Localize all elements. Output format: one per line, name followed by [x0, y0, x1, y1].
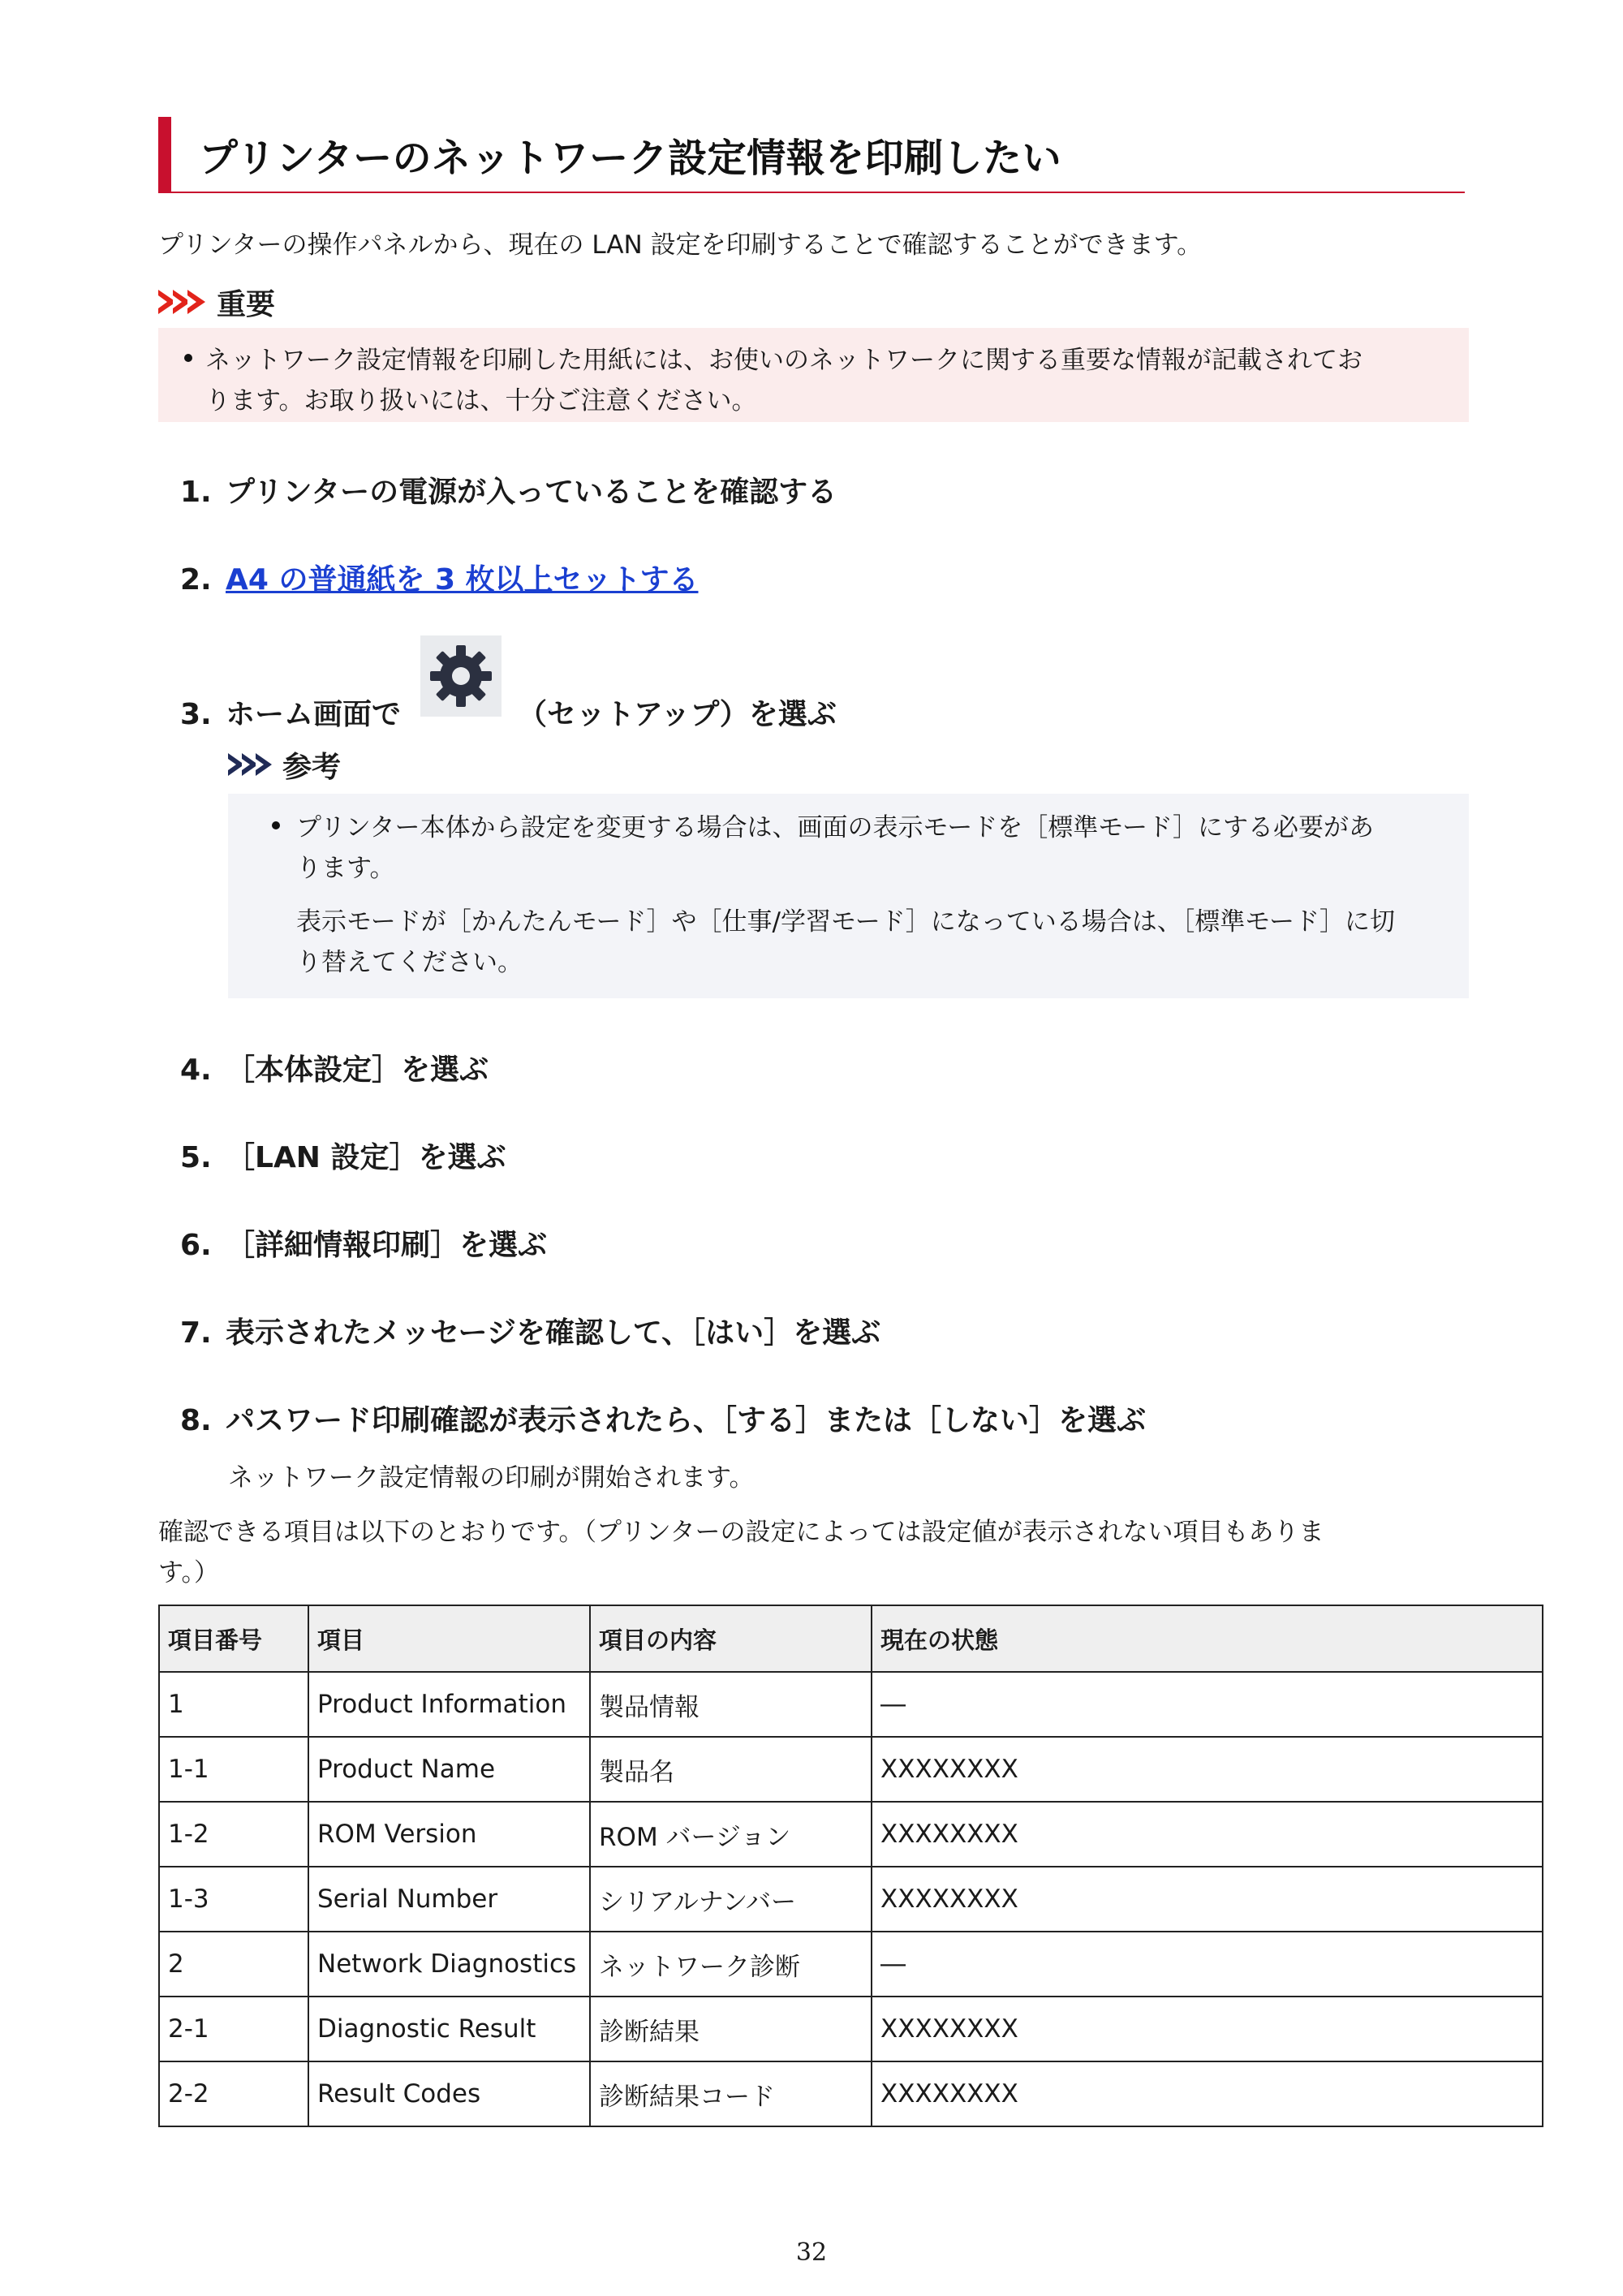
table-cell: 製品情報: [590, 1672, 872, 1737]
table-cell: 診断結果: [590, 1997, 872, 2061]
step-number: 2.: [180, 563, 212, 597]
load-paper-link[interactable]: A4 の普通紙を 3 枚以上セットする: [226, 563, 699, 597]
important-text-line: ります。お取り扱いには、十分ご注意ください。: [205, 386, 757, 416]
table-cell: XXXXXXXX: [872, 2061, 1543, 2126]
step-6: [180, 1222, 547, 1264]
network-info-table: [158, 1605, 1543, 2127]
gear-icon: [420, 635, 502, 717]
note-text-line: り替えてください。: [296, 948, 523, 977]
table-row: [159, 1737, 1543, 1802]
note-box: [228, 794, 1469, 998]
step-2: [180, 557, 698, 598]
table-cell: 1-1: [159, 1737, 308, 1802]
note-text-line: 表示モードが［かんたんモード］や［仕事/学習モード］になっている場合は、［標準モード］に切: [296, 907, 1395, 937]
table-row: [159, 1867, 1543, 1932]
title-accent-bar: [158, 117, 171, 192]
table-header-row: [159, 1605, 1543, 1672]
table-cell: 2-1: [159, 1997, 308, 2061]
table-cell: 製品名: [590, 1737, 872, 1802]
step-text: ［本体設定］を選ぶ: [226, 1053, 489, 1087]
table-cell: XXXXXXXX: [872, 1802, 1543, 1867]
table-cell: 1: [159, 1672, 308, 1737]
bullet-icon: [184, 354, 192, 362]
page-title: プリンターのネットワーク設定情報を印刷したい: [199, 136, 1062, 181]
important-text-line: ネットワーク設定情報を印刷した用紙には、お使いのネットワークに関する重要な情報が記載されてお: [205, 346, 1363, 375]
table-row: [159, 2061, 1543, 2126]
table-cell: XXXXXXXX: [872, 1867, 1543, 1932]
table-row: [159, 1802, 1543, 1867]
step-number: 4.: [180, 1053, 212, 1087]
step-number: 7.: [180, 1316, 212, 1350]
step-3-suffix: [518, 691, 837, 733]
table-cell: 1-2: [159, 1802, 308, 1867]
table-cell: 2-2: [159, 2061, 308, 2126]
step-number: 1.: [180, 476, 212, 509]
step-text: ホーム画面で: [226, 698, 402, 731]
step-3: [180, 691, 401, 733]
step-text: プリンターの電源が入っていることを確認する: [226, 476, 837, 509]
table-cell: ROM バージョン: [590, 1802, 872, 1867]
step-4: [180, 1047, 489, 1088]
table-cell: ―: [872, 1932, 1543, 1997]
step-number: 5.: [180, 1141, 212, 1174]
table-cell: ネットワーク診断: [590, 1932, 872, 1997]
table-header: 項目の内容: [590, 1605, 872, 1672]
table-cell: シリアルナンバー: [590, 1867, 872, 1932]
important-box: [158, 328, 1469, 422]
table-row: [159, 1672, 1543, 1737]
table-cell: XXXXXXXX: [872, 1737, 1543, 1802]
table-row: [159, 1997, 1543, 2061]
table-cell: Diagnostic Result: [308, 1997, 590, 2061]
step-number: 3.: [180, 698, 212, 731]
confirm-text-line: す。）: [158, 1558, 220, 1587]
page-title-block: [158, 117, 1465, 193]
table-cell: Product Name: [308, 1737, 590, 1802]
note-text-line: ります。: [296, 854, 395, 883]
step-number: 8.: [180, 1404, 212, 1437]
table-cell: ROM Version: [308, 1802, 590, 1867]
table-cell: 診断結果コード: [590, 2061, 872, 2126]
step-5: [180, 1135, 506, 1176]
note-text-line: プリンター本体から設定を変更する場合は、画面の表示モードを［標準モード］にする必要があ: [296, 813, 1375, 842]
step-8: [180, 1398, 1146, 1439]
table-cell: Product Information: [308, 1672, 590, 1737]
table-cell: XXXXXXXX: [872, 1997, 1543, 2061]
table-row: [159, 1932, 1543, 1997]
important-heading: [158, 284, 275, 320]
important-chevron-icon: [158, 290, 202, 314]
table-cell: Serial Number: [308, 1867, 590, 1932]
step-text: パスワード印刷確認が表示されたら、［する］または［しない］を選ぶ: [226, 1404, 1147, 1437]
intro-text: プリンターの操作パネルから、現在の LAN 設定を印刷することで確認することができます。: [158, 230, 1203, 260]
table-header: 項目: [308, 1605, 590, 1672]
step-text: （セットアップ）を選ぶ: [518, 698, 837, 731]
step-text: ［詳細情報印刷］を選ぶ: [226, 1229, 548, 1262]
important-label: 重要: [217, 287, 276, 321]
note-label: 参考: [282, 750, 342, 784]
step-number: 6.: [180, 1229, 212, 1262]
step-text: 表示されたメッセージを確認して、［はい］を選ぶ: [226, 1316, 881, 1350]
step-8-detail: ネットワーク設定情報の印刷が開始されます。: [228, 1463, 755, 1493]
page-number: 32: [795, 2238, 828, 2267]
table-cell: Result Codes: [308, 2061, 590, 2126]
table-cell: Network Diagnostics: [308, 1932, 590, 1997]
note-heading: [228, 747, 341, 782]
confirm-text-line: 確認できる項目は以下のとおりです。（プリンターの設定によっては設定値が表示されない項目もありま: [158, 1518, 1324, 1547]
table-cell: 1-3: [159, 1867, 308, 1932]
table-header: 項目番号: [159, 1605, 308, 1672]
table-header: 現在の状態: [872, 1605, 1543, 1672]
table-cell: ―: [872, 1672, 1543, 1737]
step-7: [180, 1310, 880, 1351]
bullet-icon: [272, 821, 280, 829]
note-chevron-icon: [228, 753, 269, 776]
table-cell: 2: [159, 1932, 308, 1997]
step-text: ［LAN 設定］を選ぶ: [226, 1141, 506, 1174]
step-1: [180, 469, 837, 510]
